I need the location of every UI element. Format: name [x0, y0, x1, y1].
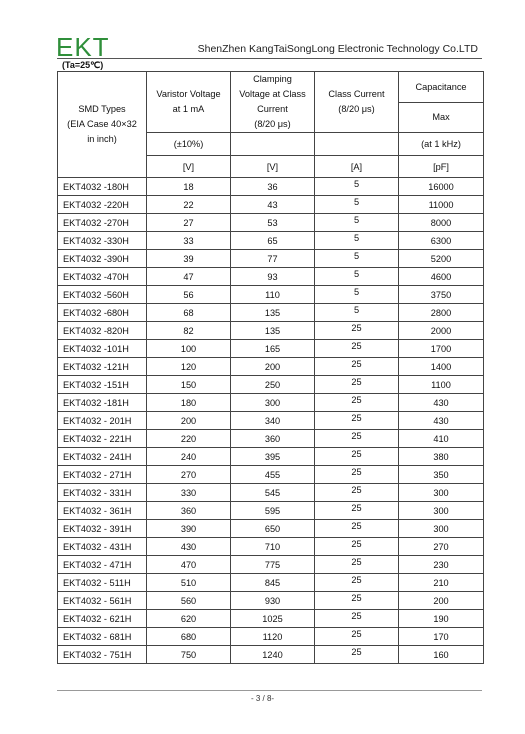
cell-type: EKT4032 -680H — [58, 304, 147, 322]
unit-clamping-voltage: [V] — [231, 156, 315, 178]
cell-capacitance: 300 — [399, 520, 484, 538]
cell-varistor-voltage: 22 — [147, 196, 231, 214]
cell-capacitance: 430 — [399, 412, 484, 430]
table-row — [58, 484, 484, 502]
table-row — [58, 592, 484, 610]
cell-capacitance: 1100 — [399, 376, 484, 394]
cell-capacitance: 430 — [399, 394, 484, 412]
unit-capacitance: [pF] — [399, 156, 484, 178]
header-divider — [57, 58, 482, 59]
page-number: - 3 / 8- — [250, 694, 275, 703]
cell-varistor-voltage: 510 — [147, 574, 231, 592]
cell-varistor-voltage: 750 — [147, 646, 231, 664]
cell-varistor-voltage: 360 — [147, 502, 231, 520]
cell-clamping-voltage: 77 — [231, 250, 315, 268]
table-row — [58, 538, 484, 556]
unit-varistor-voltage: [V] — [147, 156, 231, 178]
table-row — [58, 574, 484, 592]
cell-varistor-voltage: 68 — [147, 304, 231, 322]
cell-type: EKT4032 -181H — [58, 394, 147, 412]
cell-clamping-voltage: 135 — [231, 304, 315, 322]
cell-clamping-voltage: 360 — [231, 430, 315, 448]
cell-class-current: 5 — [315, 286, 399, 304]
cell-class-current: 25 — [315, 574, 399, 592]
cell-clamping-voltage: 135 — [231, 322, 315, 340]
cell-varistor-voltage: 220 — [147, 430, 231, 448]
cell-class-current: 25 — [315, 520, 399, 538]
table-row — [58, 196, 484, 214]
header-capacitance: Capacitance — [399, 72, 484, 103]
cell-type: EKT4032 -820H — [58, 322, 147, 340]
cell-type: EKT4032 -270H — [58, 214, 147, 232]
cell-type: EKT4032 - 201H — [58, 412, 147, 430]
table-row — [58, 250, 484, 268]
table-row — [58, 268, 484, 286]
cell-capacitance: 380 — [399, 448, 484, 466]
cell-type: EKT4032 - 221H — [58, 430, 147, 448]
cell-type: EKT4032 - 511H — [58, 574, 147, 592]
cell-capacitance: 2800 — [399, 304, 484, 322]
cell-type: EKT4032 -151H — [58, 376, 147, 394]
cell-clamping-voltage: 710 — [231, 538, 315, 556]
header-clamping-voltage: Clamping Voltage at Class Current (8/20 μs) — [231, 72, 315, 133]
table-row — [58, 340, 484, 358]
cell-class-current: 25 — [315, 340, 399, 358]
table-row — [58, 628, 484, 646]
header-class-current: Class Current (8/20 μs) — [315, 72, 399, 133]
table-row — [58, 412, 484, 430]
cell-capacitance: 2000 — [399, 322, 484, 340]
cell-varistor-voltage: 200 — [147, 412, 231, 430]
cell-varistor-voltage: 33 — [147, 232, 231, 250]
cell-class-current: 25 — [315, 412, 399, 430]
cell-capacitance: 16000 — [399, 178, 484, 196]
cell-type: EKT4032 -330H — [58, 232, 147, 250]
unit-class-current: [A] — [315, 156, 399, 178]
cell-class-current: 25 — [315, 358, 399, 376]
cell-clamping-voltage: 110 — [231, 286, 315, 304]
header-tolerance: (±10%) — [147, 133, 231, 156]
varistor-spec-table — [57, 71, 484, 664]
cell-clamping-voltage: 455 — [231, 466, 315, 484]
cell-class-current: 5 — [315, 232, 399, 250]
cell-type: EKT4032 - 431H — [58, 538, 147, 556]
cell-clamping-voltage: 1240 — [231, 646, 315, 664]
table-row — [58, 358, 484, 376]
cell-clamping-voltage: 300 — [231, 394, 315, 412]
cell-class-current: 25 — [315, 610, 399, 628]
cell-clamping-voltage: 775 — [231, 556, 315, 574]
cell-type: EKT4032 - 471H — [58, 556, 147, 574]
cell-capacitance: 200 — [399, 592, 484, 610]
cell-varistor-voltage: 390 — [147, 520, 231, 538]
header-capacitance-max: Max — [399, 102, 484, 133]
cell-clamping-voltage: 340 — [231, 412, 315, 430]
cell-clamping-voltage: 250 — [231, 376, 315, 394]
cell-capacitance: 210 — [399, 574, 484, 592]
cell-type: EKT4032 - 361H — [58, 502, 147, 520]
cell-type: EKT4032 - 751H — [58, 646, 147, 664]
cell-varistor-voltage: 39 — [147, 250, 231, 268]
cell-class-current: 25 — [315, 484, 399, 502]
cell-varistor-voltage: 47 — [147, 268, 231, 286]
cell-varistor-voltage: 100 — [147, 340, 231, 358]
table-row — [58, 610, 484, 628]
table-row — [58, 304, 484, 322]
cell-varistor-voltage: 430 — [147, 538, 231, 556]
header-empty-cell — [231, 133, 315, 156]
table-row — [58, 556, 484, 574]
cell-class-current: 5 — [315, 268, 399, 286]
header-varistor-voltage: Varistor Voltage at 1 mA — [147, 72, 231, 133]
cell-clamping-voltage: 1025 — [231, 610, 315, 628]
table-row — [58, 322, 484, 340]
temperature-condition: (Ta=25℃) — [62, 60, 104, 70]
cell-varistor-voltage: 27 — [147, 214, 231, 232]
cell-capacitance: 3750 — [399, 286, 484, 304]
cell-class-current: 5 — [315, 196, 399, 214]
cell-capacitance: 4600 — [399, 268, 484, 286]
cell-class-current: 25 — [315, 376, 399, 394]
cell-varistor-voltage: 18 — [147, 178, 231, 196]
cell-varistor-voltage: 620 — [147, 610, 231, 628]
cell-type: EKT4032 - 331H — [58, 484, 147, 502]
cell-varistor-voltage: 120 — [147, 358, 231, 376]
table-row — [58, 502, 484, 520]
table-row — [58, 646, 484, 664]
company-name: ShenZhen KangTaiSongLong Electronic Technology Co.LTD — [197, 43, 478, 55]
cell-clamping-voltage: 1120 — [231, 628, 315, 646]
cell-clamping-voltage: 36 — [231, 178, 315, 196]
table-row — [58, 214, 484, 232]
cell-capacitance: 11000 — [399, 196, 484, 214]
cell-capacitance: 1700 — [399, 340, 484, 358]
cell-capacitance: 8000 — [399, 214, 484, 232]
table-row — [58, 430, 484, 448]
cell-type: EKT4032 -470H — [58, 268, 147, 286]
cell-class-current: 25 — [315, 538, 399, 556]
cell-varistor-voltage: 150 — [147, 376, 231, 394]
table-row — [58, 448, 484, 466]
cell-clamping-voltage: 165 — [231, 340, 315, 358]
cell-clamping-voltage: 545 — [231, 484, 315, 502]
cell-class-current: 25 — [315, 448, 399, 466]
table-row — [58, 394, 484, 412]
cell-class-current: 25 — [315, 466, 399, 484]
cell-capacitance: 6300 — [399, 232, 484, 250]
cell-type: EKT4032 -121H — [58, 358, 147, 376]
cell-capacitance: 270 — [399, 538, 484, 556]
cell-clamping-voltage: 53 — [231, 214, 315, 232]
cell-varistor-voltage: 680 — [147, 628, 231, 646]
cell-varistor-voltage: 270 — [147, 466, 231, 484]
cell-capacitance: 300 — [399, 502, 484, 520]
cell-class-current: 5 — [315, 250, 399, 268]
cell-class-current: 5 — [315, 214, 399, 232]
table-row — [58, 232, 484, 250]
footer-divider — [57, 690, 482, 691]
cell-capacitance: 1400 — [399, 358, 484, 376]
cell-clamping-voltage: 93 — [231, 268, 315, 286]
cell-class-current: 25 — [315, 646, 399, 664]
cell-type: EKT4032 -390H — [58, 250, 147, 268]
cell-capacitance: 190 — [399, 610, 484, 628]
cell-type: EKT4032 - 241H — [58, 448, 147, 466]
cell-varistor-voltage: 560 — [147, 592, 231, 610]
table-row — [58, 178, 484, 196]
cell-class-current: 25 — [315, 322, 399, 340]
table-row — [58, 466, 484, 484]
header-empty-cell — [315, 133, 399, 156]
table-row — [58, 520, 484, 538]
cell-capacitance: 300 — [399, 484, 484, 502]
cell-clamping-voltage: 395 — [231, 448, 315, 466]
cell-type: EKT4032 - 621H — [58, 610, 147, 628]
cell-type: EKT4032 - 681H — [58, 628, 147, 646]
cell-type: EKT4032 - 391H — [58, 520, 147, 538]
cell-varistor-voltage: 56 — [147, 286, 231, 304]
table-row — [58, 286, 484, 304]
cell-varistor-voltage: 240 — [147, 448, 231, 466]
cell-capacitance: 230 — [399, 556, 484, 574]
cell-capacitance: 350 — [399, 466, 484, 484]
cell-clamping-voltage: 595 — [231, 502, 315, 520]
cell-capacitance: 160 — [399, 646, 484, 664]
cell-varistor-voltage: 180 — [147, 394, 231, 412]
cell-capacitance: 410 — [399, 430, 484, 448]
cell-class-current: 5 — [315, 178, 399, 196]
cell-clamping-voltage: 930 — [231, 592, 315, 610]
cell-varistor-voltage: 330 — [147, 484, 231, 502]
company-logo: EKT — [56, 32, 110, 62]
cell-type: EKT4032 -220H — [58, 196, 147, 214]
cell-class-current: 25 — [315, 430, 399, 448]
cell-clamping-voltage: 845 — [231, 574, 315, 592]
cell-class-current: 25 — [315, 502, 399, 520]
cell-clamping-voltage: 650 — [231, 520, 315, 538]
cell-capacitance: 170 — [399, 628, 484, 646]
header-frequency: (at 1 kHz) — [399, 133, 484, 156]
cell-clamping-voltage: 43 — [231, 196, 315, 214]
cell-class-current: 25 — [315, 556, 399, 574]
cell-clamping-voltage: 65 — [231, 232, 315, 250]
cell-type: EKT4032 -180H — [58, 178, 147, 196]
cell-clamping-voltage: 200 — [231, 358, 315, 376]
table-row — [58, 376, 484, 394]
cell-type: EKT4032 -101H — [58, 340, 147, 358]
cell-type: EKT4032 - 561H — [58, 592, 147, 610]
cell-class-current: 25 — [315, 628, 399, 646]
cell-class-current: 5 — [315, 304, 399, 322]
header-smd-types: SMD Types (EIA Case 40×32 in inch) — [58, 72, 147, 178]
cell-capacitance: 5200 — [399, 250, 484, 268]
cell-class-current: 25 — [315, 394, 399, 412]
cell-class-current: 25 — [315, 592, 399, 610]
cell-type: EKT4032 -560H — [58, 286, 147, 304]
cell-type: EKT4032 - 271H — [58, 466, 147, 484]
cell-varistor-voltage: 82 — [147, 322, 231, 340]
cell-varistor-voltage: 470 — [147, 556, 231, 574]
